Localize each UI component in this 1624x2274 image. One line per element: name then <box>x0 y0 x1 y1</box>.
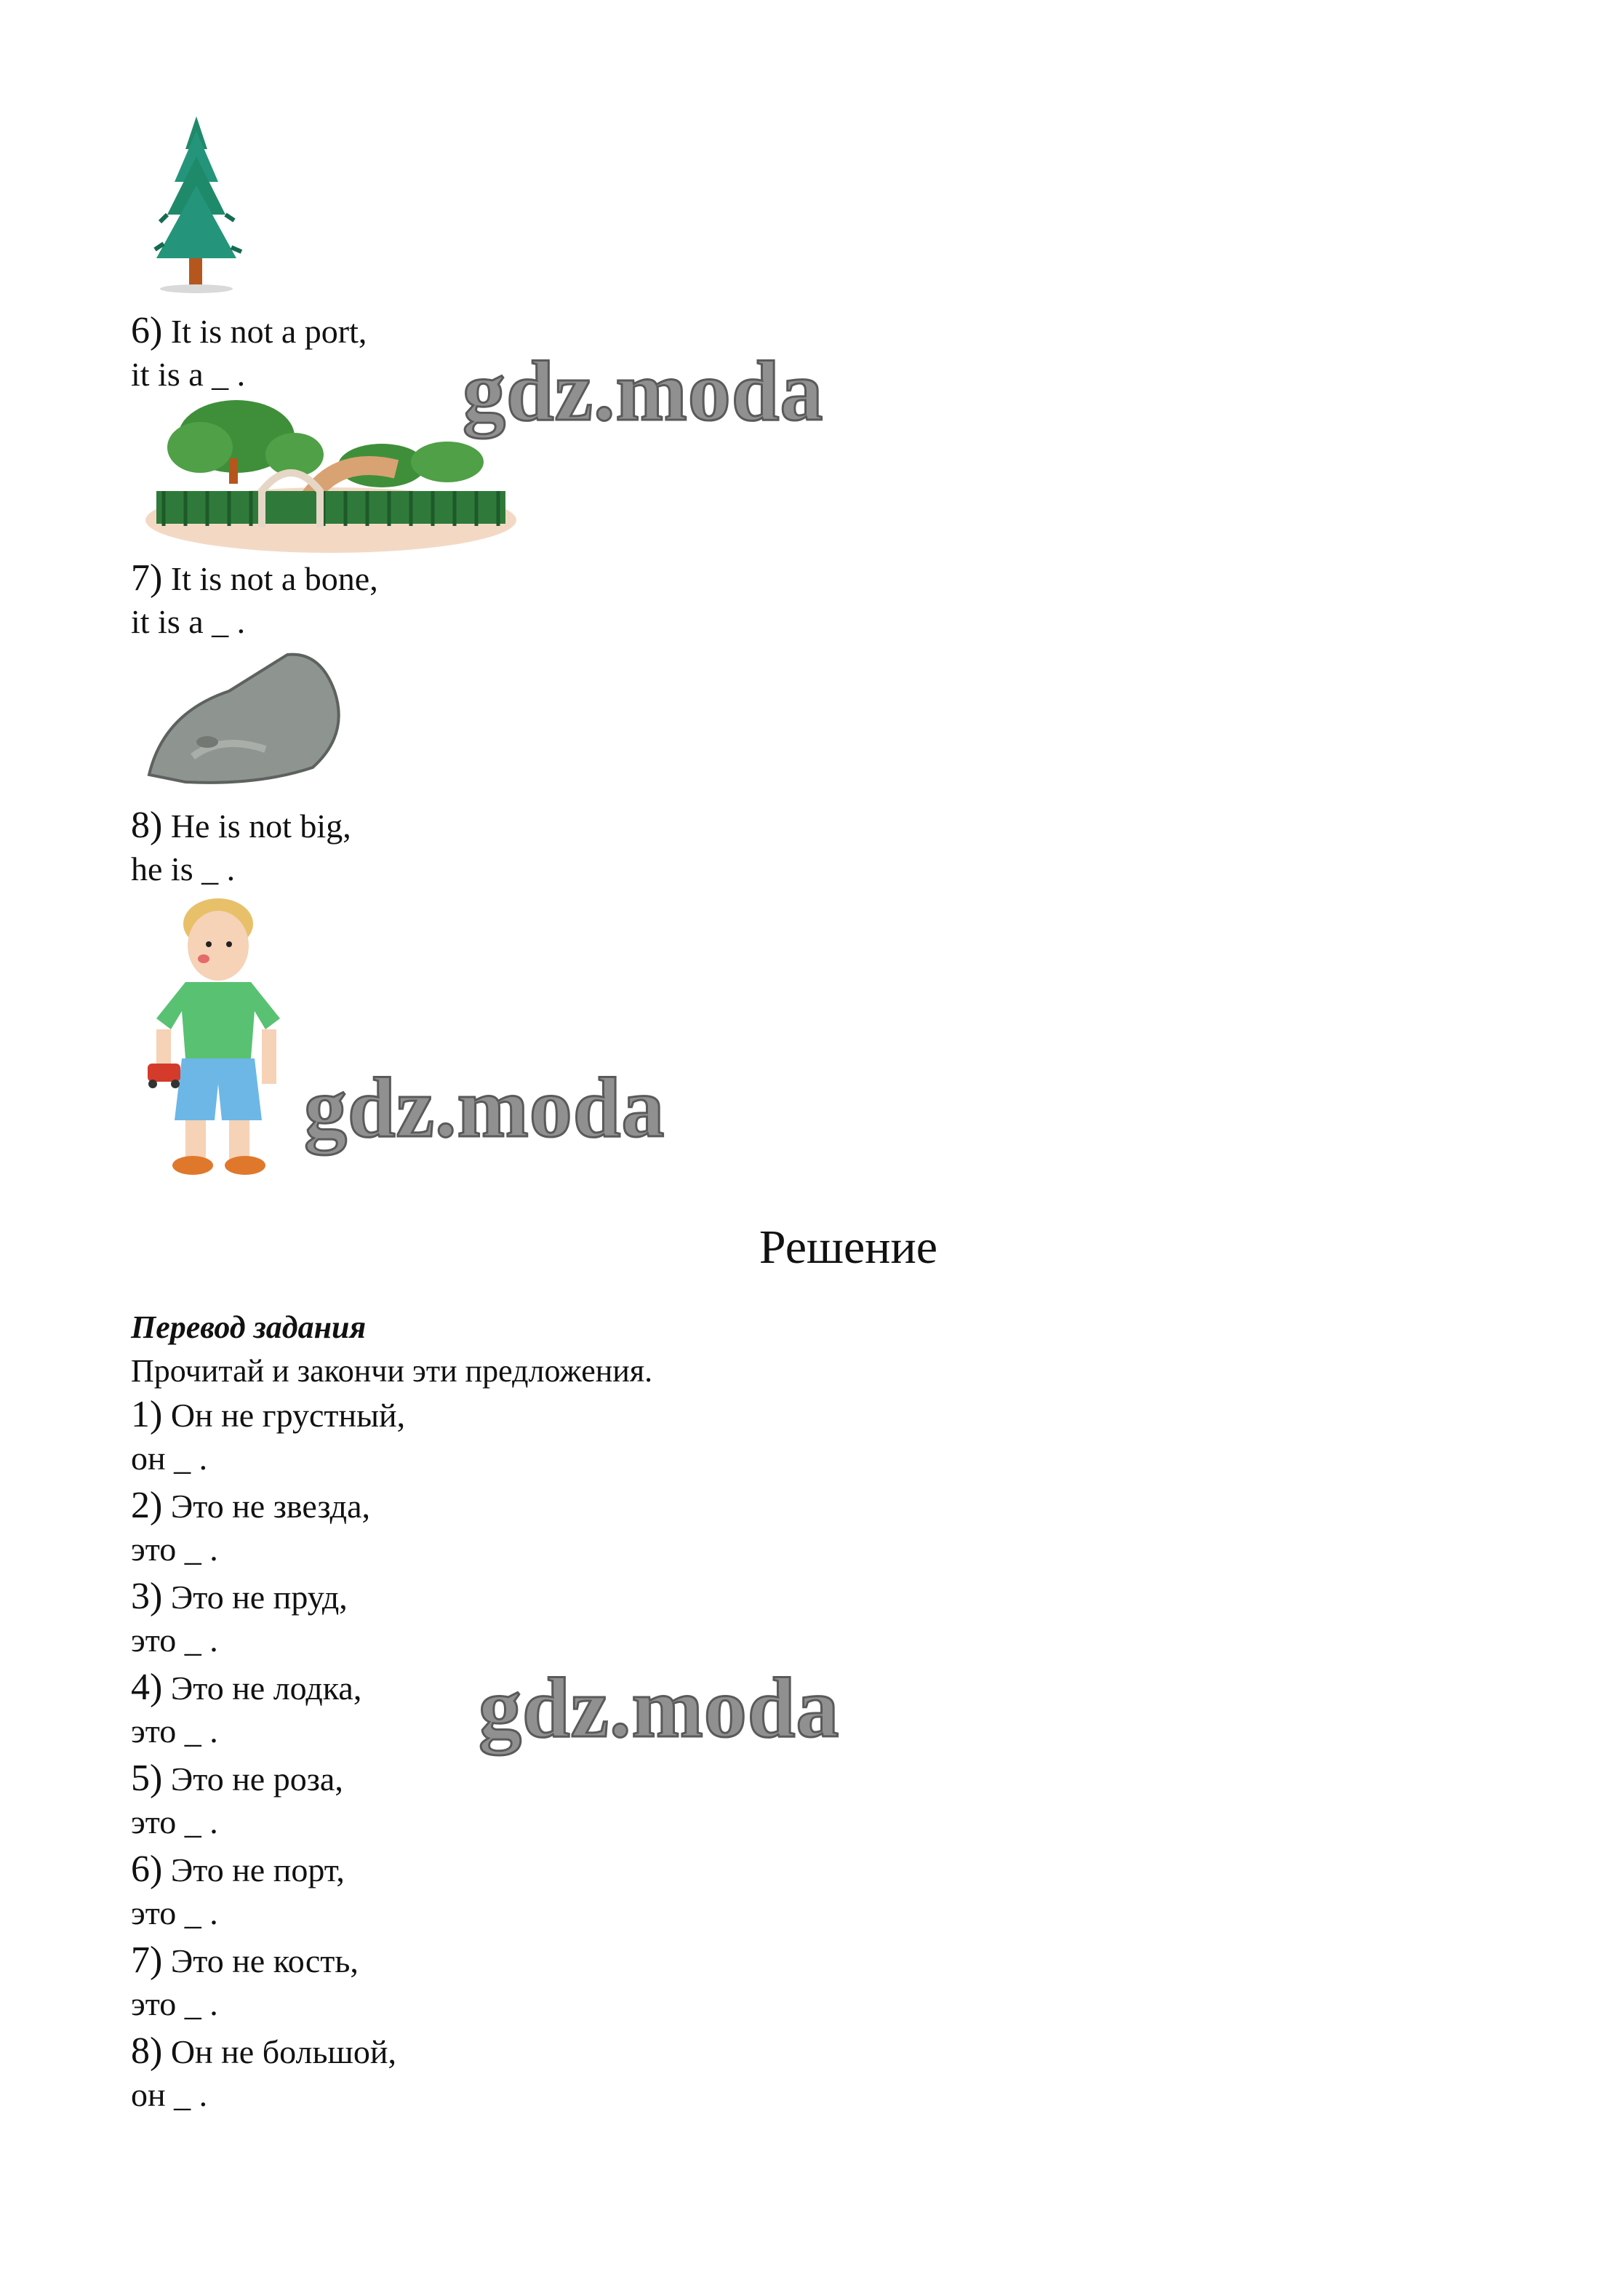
solution-item-7-line1: 7) Это не кость, <box>131 1939 359 1981</box>
solution-item-8-line1: 8) Он не большой, <box>131 2030 396 2072</box>
task-item-7-line1: 7) It is not a bone, <box>131 557 378 599</box>
park-picture <box>142 396 520 553</box>
watermark: gdz.moda <box>479 1660 840 1755</box>
stone-picture <box>142 647 349 789</box>
task-item-7-line2: it is a _ . <box>131 603 246 640</box>
solution-item-7-line2: это _ . <box>131 1985 218 2022</box>
solution-item-1-line2: он _ . <box>131 1440 208 1477</box>
watermark: gdz.moda <box>463 343 824 439</box>
solution-heading: Решение <box>759 1221 938 1274</box>
solution-item-6-line2: это _ . <box>131 1894 218 1931</box>
solution-item-4-line2: это _ . <box>131 1712 218 1750</box>
solution-item-4-line1: 4) Это не лодка, <box>131 1667 362 1708</box>
solution-item-1-line1: 1) Он не грустный, <box>131 1394 406 1435</box>
solution-subheading: Перевод задания <box>131 1309 367 1345</box>
solution-item-6-line1: 6) Это не порт, <box>131 1848 345 1890</box>
solution-item-3-line2: это _ . <box>131 1621 218 1659</box>
task-item-8-line2: he is _ . <box>131 850 236 887</box>
solution-item-2-line1: 2) Это не звезда, <box>131 1485 370 1526</box>
task-item-6-line1: 6) It is not a port, <box>131 310 367 351</box>
solution-item-5-line1: 5) Это не роза, <box>131 1758 343 1799</box>
solution-item-5-line2: это _ . <box>131 1803 218 1840</box>
tree-picture <box>138 113 255 295</box>
solution-item-2-line2: это _ . <box>131 1531 218 1568</box>
boy-picture <box>142 895 295 1182</box>
task-item-6-line2: it is a _ . <box>131 356 246 393</box>
solution-item-8-line2: он _ . <box>131 2076 208 2113</box>
watermark: gdz.moda <box>304 1060 665 1155</box>
task-item-8-line1: 8) He is not big, <box>131 805 351 846</box>
solution-item-3-line1: 3) Это не пруд, <box>131 1576 348 1617</box>
solution-intro: Прочитай и закончи эти предложения. <box>131 1353 653 1389</box>
